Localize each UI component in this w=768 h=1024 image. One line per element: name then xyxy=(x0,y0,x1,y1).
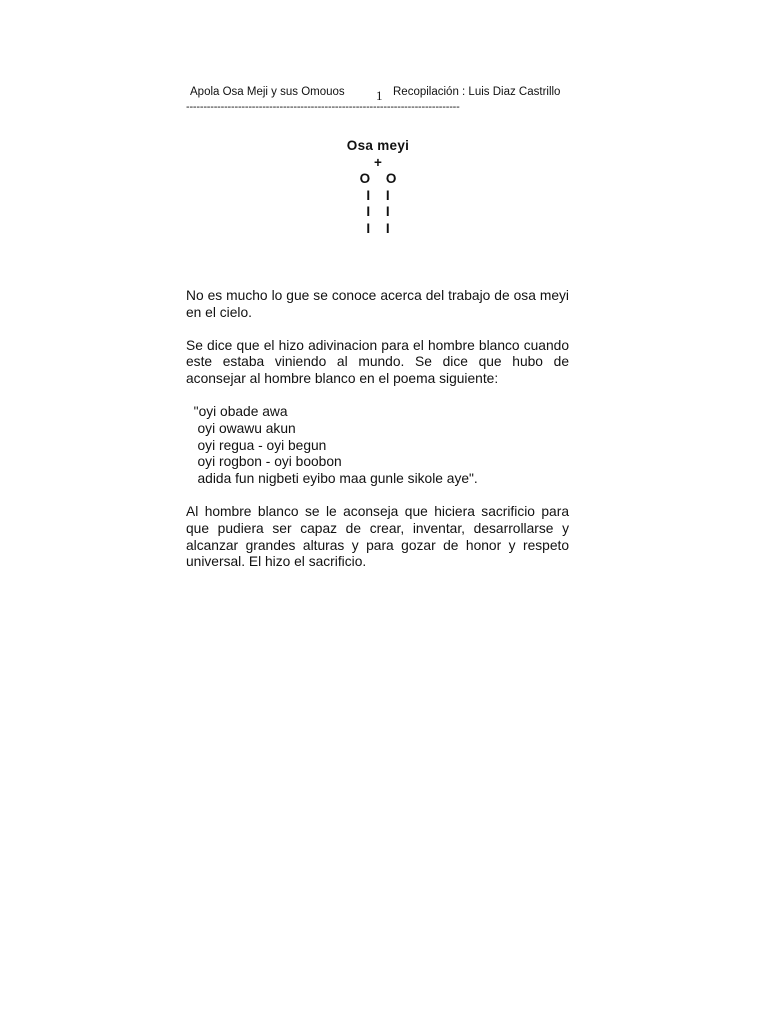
body-text xyxy=(186,288,569,587)
paragraph: Al hombre blanco se le aconseja que hiciera sacrificio para que pudiera ser capaz de crear, inventar, desarrollarse y alcanzar grandes alturas y para gozar de honor y respeto universal. El hizo el sacrificio. xyxy=(186,503,569,570)
poem-line: oyi owawu akun xyxy=(186,420,296,436)
poem-line: oyi rogbon - oyi boobon xyxy=(186,454,342,470)
figure-row: O O xyxy=(359,171,403,186)
poem-line: oyi regua - oyi begun xyxy=(186,437,327,453)
header-rule: ------------------------------------------------------------------------------- xyxy=(186,101,460,113)
header-author: Recopilación : Luis Diaz Castrillo xyxy=(393,86,561,98)
poem-line: adida fun nigbeti eyibo maa gunle sikole aye". xyxy=(186,471,478,487)
figure-title: Osa meyi xyxy=(346,138,410,153)
poem-line: "oyi obade awa xyxy=(186,403,288,419)
figure-row: I I xyxy=(366,220,396,236)
header-title: Apola Osa Meji y sus Omouos xyxy=(190,86,345,98)
odu-figure xyxy=(320,138,436,237)
figure-row: I I xyxy=(366,187,396,203)
figure-row: I I xyxy=(366,204,396,219)
poem xyxy=(186,404,569,488)
page-number: 1 xyxy=(376,88,383,103)
paragraph: Se dice que el hizo adivinacion para el hombre blanco cuando este estaba viniendo al mundo. Se dice que hubo de aconsejar al hombre blanco en el poema siguiente: xyxy=(186,337,569,387)
paragraph: No es mucho lo gue se conoce acerca del trabajo de osa meyi en el cielo. xyxy=(186,288,569,320)
figure-plus: + xyxy=(374,154,382,170)
